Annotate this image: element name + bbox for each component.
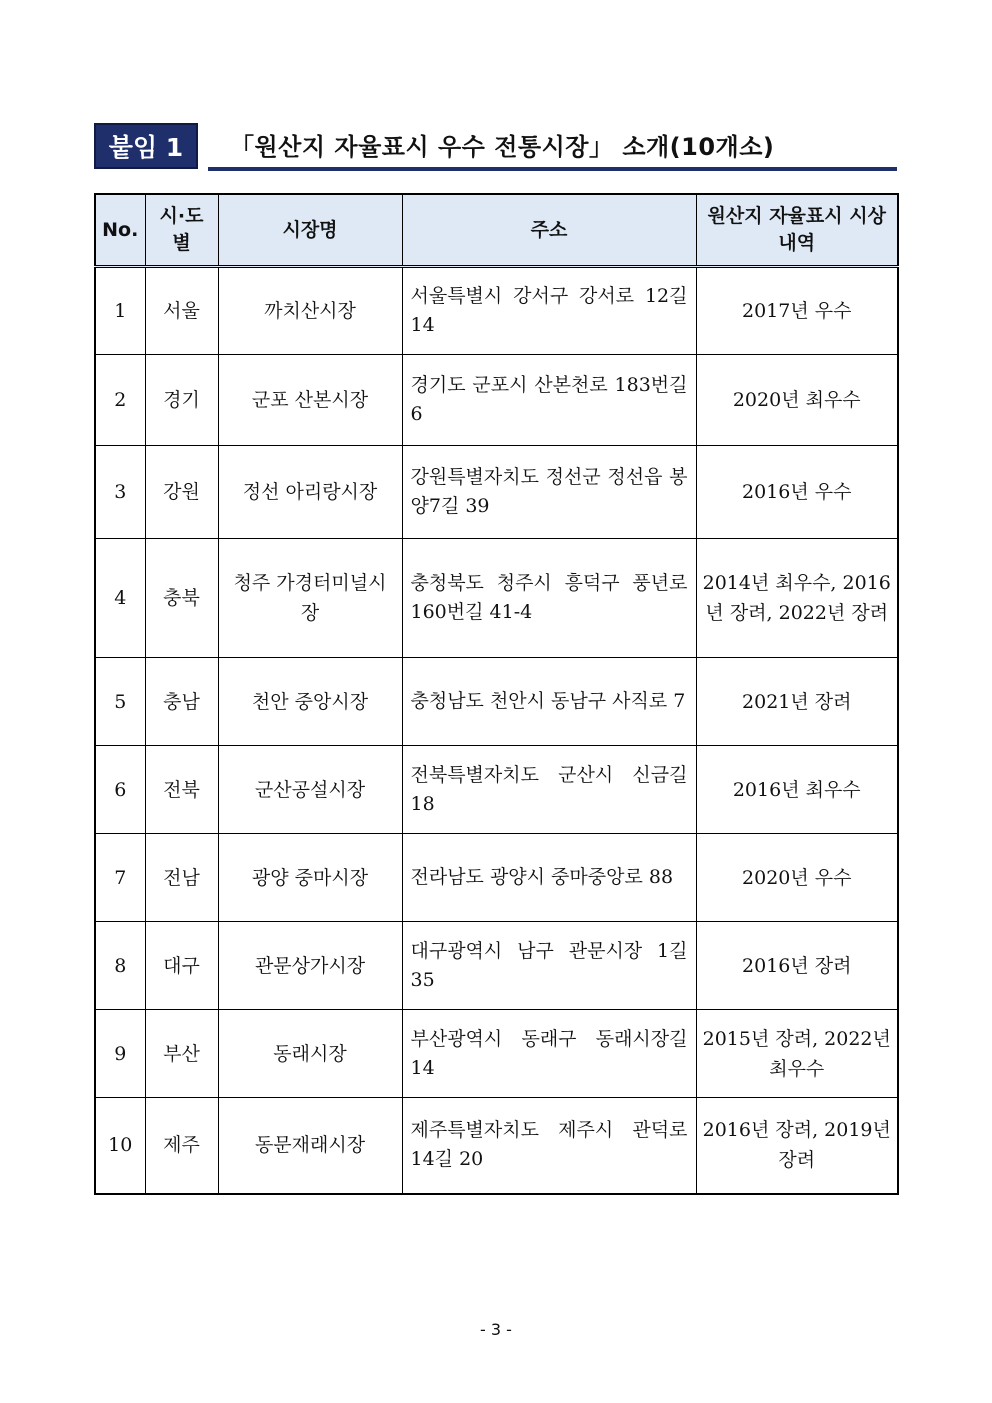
table-row xyxy=(95,1098,898,1194)
cell-no: 1 xyxy=(95,267,145,355)
cell-region: 충북 xyxy=(145,539,218,658)
market-table xyxy=(94,193,899,1195)
title-underline xyxy=(208,167,897,171)
cell-market: 관문상가시장 xyxy=(218,922,402,1010)
cell-no: 9 xyxy=(95,1010,145,1098)
cell-address: 충청남도 천안시 동남구 사직로 7 xyxy=(402,658,696,746)
cell-region: 강원 xyxy=(145,446,218,539)
cell-award: 2016년 우수 xyxy=(696,446,898,539)
cell-award: 2016년 장려, 2019년 장려 xyxy=(696,1098,898,1194)
cell-no: 2 xyxy=(95,355,145,446)
table-row xyxy=(95,834,898,922)
cell-market: 동래시장 xyxy=(218,1010,402,1098)
col-header-region: 시·도별 xyxy=(145,194,218,267)
cell-address: 경기도 군포시 산본천로 183번길 6 xyxy=(402,355,696,446)
cell-market: 군산공설시장 xyxy=(218,746,402,834)
cell-address: 전라남도 광양시 중마중앙로 88 xyxy=(402,834,696,922)
col-header-address: 주소 xyxy=(402,194,696,267)
table-header-row xyxy=(95,194,898,267)
cell-region: 충남 xyxy=(145,658,218,746)
cell-award: 2015년 장려, 2022년 최우수 xyxy=(696,1010,898,1098)
title-bar xyxy=(94,121,897,173)
cell-region: 경기 xyxy=(145,355,218,446)
cell-address: 충청북도 청주시 흥덕구 풍년로 160번길 41-4 xyxy=(402,539,696,658)
cell-market: 광양 중마시장 xyxy=(218,834,402,922)
cell-address: 서울특별시 강서구 강서로 12길 14 xyxy=(402,267,696,355)
col-header-market: 시장명 xyxy=(218,194,402,267)
table-row xyxy=(95,267,898,355)
cell-address: 대구광역시 남구 관문시장 1길 35 xyxy=(402,922,696,1010)
table-row xyxy=(95,658,898,746)
cell-market: 정선 아리랑시장 xyxy=(218,446,402,539)
cell-region: 부산 xyxy=(145,1010,218,1098)
cell-region: 서울 xyxy=(145,267,218,355)
cell-market: 동문재래시장 xyxy=(218,1098,402,1194)
cell-no: 5 xyxy=(95,658,145,746)
cell-region: 대구 xyxy=(145,922,218,1010)
cell-market: 까치산시장 xyxy=(218,267,402,355)
cell-address: 제주특별자치도 제주시 관덕로 14길 20 xyxy=(402,1098,696,1194)
table-row xyxy=(95,1010,898,1098)
cell-award: 2017년 우수 xyxy=(696,267,898,355)
table-row xyxy=(95,746,898,834)
page-title: 「원산지 자율표시 우수 전통시장」 소개(10개소) xyxy=(230,133,775,161)
cell-region: 전북 xyxy=(145,746,218,834)
page-number: - 3 - xyxy=(480,1320,512,1339)
col-header-no: No. xyxy=(95,194,145,267)
table-row xyxy=(95,446,898,539)
attachment-badge: 붙임 1 xyxy=(94,123,198,169)
cell-region: 전남 xyxy=(145,834,218,922)
cell-award: 2020년 최우수 xyxy=(696,355,898,446)
cell-award: 2016년 장려 xyxy=(696,922,898,1010)
cell-award: 2021년 장려 xyxy=(696,658,898,746)
cell-address: 강원특별자치도 정선군 정선읍 봉양7길 39 xyxy=(402,446,696,539)
table-row xyxy=(95,539,898,658)
cell-award: 2014년 최우수, 2016년 장려, 2022년 장려 xyxy=(696,539,898,658)
cell-address: 부산광역시 동래구 동래시장길 14 xyxy=(402,1010,696,1098)
cell-no: 10 xyxy=(95,1098,145,1194)
cell-market: 군포 산본시장 xyxy=(218,355,402,446)
col-header-award: 원산지 자율표시 시상 내역 xyxy=(696,194,898,267)
cell-region: 제주 xyxy=(145,1098,218,1194)
table-row xyxy=(95,355,898,446)
cell-address: 전북특별자치도 군산시 신금길 18 xyxy=(402,746,696,834)
cell-no: 8 xyxy=(95,922,145,1010)
cell-market: 청주 가경터미널시장 xyxy=(218,539,402,658)
cell-no: 7 xyxy=(95,834,145,922)
table-row xyxy=(95,922,898,1010)
cell-market: 천안 중앙시장 xyxy=(218,658,402,746)
cell-no: 3 xyxy=(95,446,145,539)
cell-no: 6 xyxy=(95,746,145,834)
cell-award: 2020년 우수 xyxy=(696,834,898,922)
cell-award: 2016년 최우수 xyxy=(696,746,898,834)
cell-no: 4 xyxy=(95,539,145,658)
